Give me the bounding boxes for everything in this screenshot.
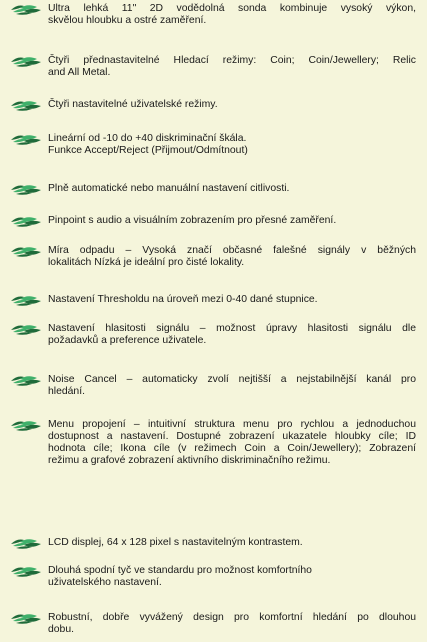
bullet-leaf-icon	[10, 99, 42, 112]
feature-text-line: Menu propojení – intuitivní struktura menu pro rychlou a jednoduchou	[48, 419, 416, 430]
feature-text-line: Nastavení hlasitosti signálu – možnost úpravy hlasitosti signálu dle	[48, 323, 416, 334]
feature-text-line: režimu a grafové zobrazení aktivního diskriminačního režimu.	[48, 455, 331, 466]
feature-text	[48, 374, 416, 398]
feature-text	[48, 133, 416, 157]
feature-text	[48, 537, 416, 549]
feature-text-line: Funkce Accept/Reject (Přijmout/Odmítnout)	[48, 145, 248, 156]
bullet-leaf-icon	[10, 294, 42, 307]
feature-text-line: Čtyři přednastavitelné Hledací režimy: Coin; Coin/Jewellery; Relic	[48, 55, 416, 66]
bullet-leaf-icon	[10, 245, 42, 258]
bullet-leaf-icon	[10, 133, 42, 146]
feature-text-line: dobu.	[48, 624, 75, 635]
feature-text	[48, 183, 416, 195]
feature-text	[48, 99, 416, 111]
bullet-leaf-icon	[10, 537, 42, 550]
feature-text-line: Ultra lehká 11" 2D vodědolná sonda kombinuje vysoký výkon,	[48, 3, 416, 14]
feature-text-line: hledání.	[48, 386, 85, 397]
feature-text-line: Noise Cancel – automaticky zvolí nejtišší a nejstabilnější kanál pro	[48, 374, 416, 385]
feature-text	[48, 565, 416, 589]
feature-text-line: uživatelského nastavení.	[48, 577, 162, 588]
feature-text-line: dostupnost a nastavení. Dostupné zobrazení ukazatele hloubky cíle; ID	[48, 431, 416, 442]
feature-text-line: skvělou hloubku a ostré zaměření.	[48, 15, 207, 26]
feature-text-line: LCD displej, 64 x 128 pixel s nastavitelným kontrastem.	[48, 537, 303, 548]
bullet-leaf-icon	[10, 55, 42, 68]
bullet-leaf-icon	[10, 565, 42, 578]
bullet-leaf-icon	[10, 215, 42, 228]
bullet-leaf-icon	[10, 323, 42, 336]
feature-text-line: Lineární od -10 do +40 diskriminační škála.	[48, 133, 247, 144]
feature-text-line: lokalitách Nízká je ideální pro čisté lokality.	[48, 257, 245, 268]
feature-text-line: Míra odpadu – Vysoká značí občasné falešné signály v běžných	[48, 245, 416, 256]
feature-text	[48, 294, 416, 306]
feature-text-line: Plně automatické nebo manuální nastavení citlivosti.	[48, 183, 290, 194]
feature-text-line: hodnota cíle; Ikona cíle (v režimech Coin a Coin/Jewellery); Zobrazení	[48, 443, 416, 454]
bullet-leaf-icon	[10, 3, 42, 16]
feature-text	[48, 215, 416, 227]
bullet-leaf-icon	[10, 374, 42, 387]
bullet-leaf-icon	[10, 183, 42, 196]
feature-text	[48, 419, 416, 467]
feature-text-line: Nastavení Thresholdu na úroveň mezi 0-40 dané stupnice.	[48, 294, 318, 305]
feature-text-line: Dlouhá spodní tyč ve standardu pro možnost komfortního	[48, 565, 312, 576]
feature-text	[48, 323, 416, 347]
feature-text-line: and All Metal.	[48, 67, 111, 78]
feature-text	[48, 612, 416, 636]
feature-text-line: Robustní, dobře vyvážený design pro komfortní hledání po dlouhou	[48, 612, 416, 623]
feature-text	[48, 3, 416, 27]
feature-text-line: Čtyři nastavitelné uživatelské režimy.	[48, 99, 218, 110]
feature-text	[48, 55, 416, 79]
feature-text-line: Pinpoint s audio a visuálním zobrazením pro přesné zaměření.	[48, 215, 337, 226]
bullet-leaf-icon	[10, 419, 42, 432]
bullet-leaf-icon	[10, 612, 42, 625]
feature-text	[48, 245, 416, 269]
feature-text-line: požadavků a preference uživatele.	[48, 335, 207, 346]
